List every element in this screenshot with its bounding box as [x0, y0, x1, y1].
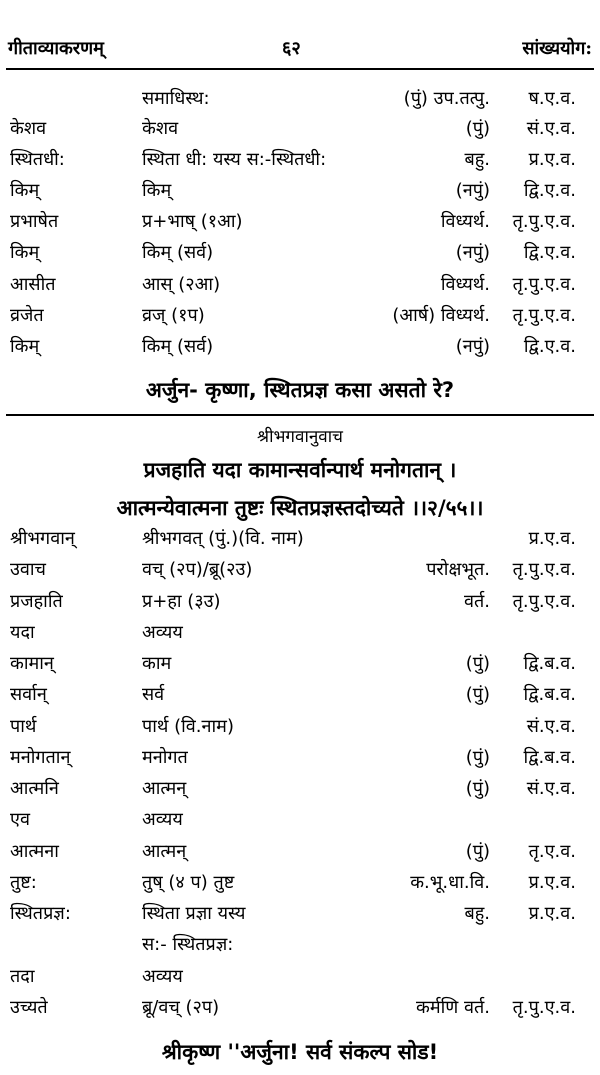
form-cell: तृ.पु.ए.व.: [512, 274, 576, 295]
form-cell: तृ.पु.ए.व.: [512, 211, 576, 232]
root-cell: काम: [142, 653, 172, 674]
word-cell: यदा: [10, 622, 35, 643]
verse-line-2: आत्मन्येवात्मना तुष्टः स्थितप्रज्ञस्तदोच्यते ।।२/५५।।: [116, 496, 484, 520]
table-row: [0, 587, 600, 617]
verse-line-1: प्रजहाति यदा कामान्सर्वान्पार्थ मनोगतान् ।: [143, 458, 457, 482]
table-row: [0, 618, 600, 648]
root-cell: प्र+भाष् (१आ): [142, 211, 243, 232]
table-row: [0, 649, 600, 679]
book-title: गीताव्याकरणम्: [8, 38, 104, 59]
grammar-cell: (पुं): [465, 747, 490, 768]
grammar-cell: परोक्षभूत.: [426, 559, 490, 580]
grammar-cell: (पुं) उप.तत्पु.: [403, 88, 490, 109]
word-cell: किम्: [10, 336, 40, 357]
root-cell: अव्यय: [142, 966, 183, 987]
table-row: [0, 555, 600, 585]
table-row: [0, 114, 600, 144]
table-row: [0, 524, 600, 554]
form-cell: सं.ए.व.: [526, 716, 576, 737]
form-cell: द्वि.ए.व.: [523, 242, 576, 263]
form-cell: द्वि.ब.व.: [523, 747, 576, 768]
word-cell: किम्: [10, 242, 40, 263]
table-row: [0, 868, 600, 898]
arjuna-question: अर्जुन- कृष्णा, स्थितप्रज्ञ कसा असतो रे?: [145, 378, 455, 402]
root-cell: स्थिता प्रज्ञा यस्य: [142, 903, 246, 924]
word-cell: स्थितप्रज्ञ:: [10, 903, 71, 924]
root-cell: अव्यय: [142, 622, 183, 643]
form-cell: सं.ए.व.: [526, 118, 576, 139]
page-number: ६२: [282, 38, 301, 59]
table-row: [0, 145, 600, 175]
word-cell: व्रजेत: [10, 305, 44, 326]
word-cell: उच्यते: [10, 997, 48, 1018]
speaker-heading: श्रीभगवानुवाच: [257, 427, 343, 447]
table-row: [0, 332, 600, 362]
table-row: [0, 238, 600, 268]
grammar-cell: (पुं): [465, 841, 490, 862]
root-cell: आस् (२आ): [142, 274, 221, 295]
root-cell: ब्रू/वच् (२प): [142, 997, 220, 1018]
grammar-cell: बहु.: [464, 149, 490, 170]
word-cell: सर्वान्: [10, 684, 47, 705]
form-cell: प्र.ए.व.: [528, 903, 576, 924]
root-cell: मनोगत: [142, 747, 188, 768]
grammar-cell: (पुं): [465, 778, 490, 799]
form-cell: तृ.पु.ए.व.: [512, 591, 576, 612]
grammar-cell: (नपुं): [455, 336, 490, 357]
table-row: [0, 84, 600, 114]
krishna-reply: श्रीकृष्ण ''अर्जुना! सर्व संकल्प सोड!: [161, 1040, 439, 1064]
word-cell: केशव: [10, 118, 47, 139]
form-cell: प्र.ए.व.: [528, 528, 576, 549]
root-cell: श्रीभगवत् (पुं.)(वि. नाम): [142, 528, 304, 549]
form-cell: तृ.ए.व.: [528, 841, 576, 862]
table-row: [0, 680, 600, 710]
form-cell: द्वि.ब.व.: [523, 653, 576, 674]
root-cell: प्र+हा (३उ): [142, 591, 221, 612]
word-cell: तुष्ट:: [10, 872, 37, 893]
grammar-cell: बहु.: [464, 903, 490, 924]
table-row: [0, 712, 600, 742]
page-header: [0, 0, 600, 62]
form-cell: तृ.पु.ए.व.: [512, 997, 576, 1018]
word-cell: स्थितधी:: [10, 149, 65, 170]
table-row: [0, 962, 600, 992]
grammar-cell: (पुं): [465, 118, 490, 139]
table-row: [0, 301, 600, 331]
table-row: [0, 176, 600, 206]
table-row: [0, 837, 600, 867]
form-cell: सं.ए.व.: [526, 778, 576, 799]
form-cell: द्वि.ए.व.: [523, 336, 576, 357]
grammar-cell: (पुं): [465, 684, 490, 705]
root-cell: आत्मन्: [142, 841, 187, 862]
root-cell: किम् (सर्व): [142, 242, 214, 263]
word-cell: तदा: [10, 966, 35, 987]
root-cell: केशव: [142, 118, 179, 139]
grammar-cell: विध्यर्थ.: [440, 274, 490, 295]
word-cell: पार्थ: [10, 716, 37, 737]
word-cell: प्रजहाति: [10, 591, 63, 612]
grammar-cell: वर्त.: [464, 591, 490, 612]
form-cell: द्वि.ब.व.: [523, 684, 576, 705]
table-row: [0, 774, 600, 804]
word-cell: आत्मना: [10, 841, 59, 862]
word-cell: उवाच: [10, 559, 46, 580]
section-divider: [6, 414, 594, 416]
grammar-cell: क.भू.धा.वि.: [410, 872, 490, 893]
word-cell: प्रभाषेत: [10, 211, 59, 232]
root-cell: पार्थ (वि.नाम): [142, 716, 234, 737]
table-row: [0, 805, 600, 835]
grammar-cell: विध्यर्थ.: [440, 211, 490, 232]
root-cell: किम्: [142, 180, 172, 201]
root-cell: वच् (२प)/ब्रू(२उ): [142, 559, 253, 580]
table-row: [0, 993, 600, 1023]
form-cell: ष.ए.व.: [528, 88, 576, 109]
root-cell: स्थिता धी: यस्य स:-स्थितधी:: [142, 149, 327, 170]
word-cell: श्रीभगवान्: [10, 528, 75, 549]
word-cell: मनोगतान्: [10, 747, 71, 768]
form-cell: तृ.पु.ए.व.: [512, 305, 576, 326]
root-cell: व्रज् (१प): [142, 305, 205, 326]
root-cell: तुष् (४ प) तुष्ट: [142, 872, 235, 893]
form-cell: प्र.ए.व.: [528, 149, 576, 170]
header-divider: [6, 68, 594, 70]
form-cell: तृ.पु.ए.व.: [512, 559, 576, 580]
grammar-cell: (नपुं): [455, 242, 490, 263]
table-row: [0, 270, 600, 300]
word-cell: किम्: [10, 180, 40, 201]
table-row: [0, 899, 600, 929]
root-cell: समाधिस्थ:: [142, 88, 210, 109]
table-row: [0, 930, 600, 960]
root-cell: स:- स्थितप्रज्ञ:: [142, 934, 234, 955]
root-cell: सर्व: [142, 684, 165, 705]
table-row: [0, 743, 600, 773]
form-cell: द्वि.ए.व.: [523, 180, 576, 201]
grammar-cell: (पुं): [465, 653, 490, 674]
word-cell: एव: [10, 809, 30, 830]
table-row: [0, 207, 600, 237]
grammar-cell: (नपुं): [455, 180, 490, 201]
grammar-cell: (आर्ष) विध्यर्थ.: [392, 305, 490, 326]
root-cell: आत्मन्: [142, 778, 187, 799]
word-cell: कामान्: [10, 653, 54, 674]
grammar-cell: कर्मणि वर्त.: [416, 997, 490, 1018]
word-cell: आत्मनि: [10, 778, 59, 799]
chapter-title: सांख्ययोग:: [522, 38, 592, 59]
word-cell: आसीत: [10, 274, 56, 295]
root-cell: अव्यय: [142, 809, 183, 830]
root-cell: किम् (सर्व): [142, 336, 214, 357]
form-cell: प्र.ए.व.: [528, 872, 576, 893]
